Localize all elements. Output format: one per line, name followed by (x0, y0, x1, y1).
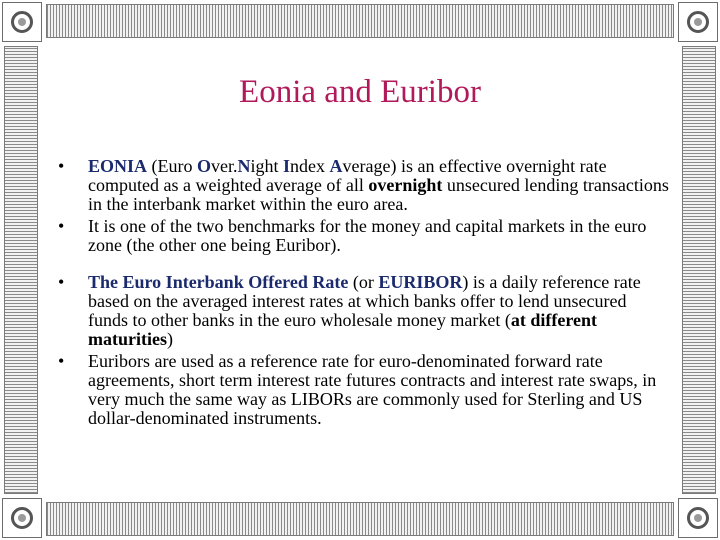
bullet-icon: • (58, 351, 65, 371)
text-fragment: ndex (290, 156, 330, 176)
term-eonia: EONIA (88, 156, 148, 176)
bullet-text: It is one of the two benchmarks for the money and capital markets in the euro zone (the other one being Euribor). (88, 216, 647, 255)
bullet-euribor-usage (58, 352, 670, 428)
corner-bolt-top-right-icon (678, 2, 718, 42)
text-fragment: ) (166, 329, 173, 349)
bullet-icon: • (58, 272, 65, 292)
frame-left-bar (4, 46, 38, 494)
text-fragment: unsecured lending transactions in the interbank market within the euro area. (88, 175, 669, 214)
term-euribor-full: The Euro Interbank Offered Rate (88, 272, 349, 292)
bullet-euribor-definition (58, 273, 670, 349)
text-fragment: (Euro (147, 156, 197, 176)
acronym-letter-i: I (283, 156, 291, 176)
eonia-bullets (58, 157, 670, 255)
text-fragment: ver. (211, 156, 238, 176)
term-euribor: EURIBOR (378, 272, 463, 292)
frame-bottom-bar (46, 502, 674, 536)
bullet-icon: • (58, 216, 65, 236)
bullet-icon: • (58, 156, 65, 176)
text-fragment: ight (250, 156, 284, 176)
corner-bolt-bottom-left-icon (2, 498, 42, 538)
frame-top-bar (46, 4, 674, 38)
text-fragment: ) is a daily reference rate based on the averaged interest rates at which banks offer to lend unsecured funds to other banks in the euro wholesale money market ( (88, 272, 641, 330)
corner-bolt-top-left-icon (2, 2, 42, 42)
emphasis-overnight: overnight (368, 175, 443, 195)
bullet-eonia-definition (58, 157, 670, 214)
text-fragment: (or (348, 272, 379, 292)
emphasis-maturities: at different maturities (88, 310, 598, 349)
bullet-eonia-benchmark (58, 217, 670, 255)
slide-content (58, 157, 670, 446)
corner-bolt-bottom-right-icon (678, 498, 718, 538)
acronym-letter-a: A (329, 156, 343, 176)
euribor-bullets (58, 273, 670, 428)
text-fragment: verage) is an effective overnight rate computed as a weighted average of all (88, 156, 607, 195)
slide-title: Eonia and Euribor (239, 74, 481, 110)
acronym-letter-o: O (197, 156, 212, 176)
frame-right-bar (682, 46, 716, 494)
bullet-text: Euribors are used as a reference rate for euro-denominated forward rate agreements, short term interest rate futures contracts and interest rate swaps, in very much the same way as LIBORs are commonly used for Sterling and US dollar-denominated instruments. (88, 351, 657, 428)
acronym-letter-n: N (237, 156, 251, 176)
